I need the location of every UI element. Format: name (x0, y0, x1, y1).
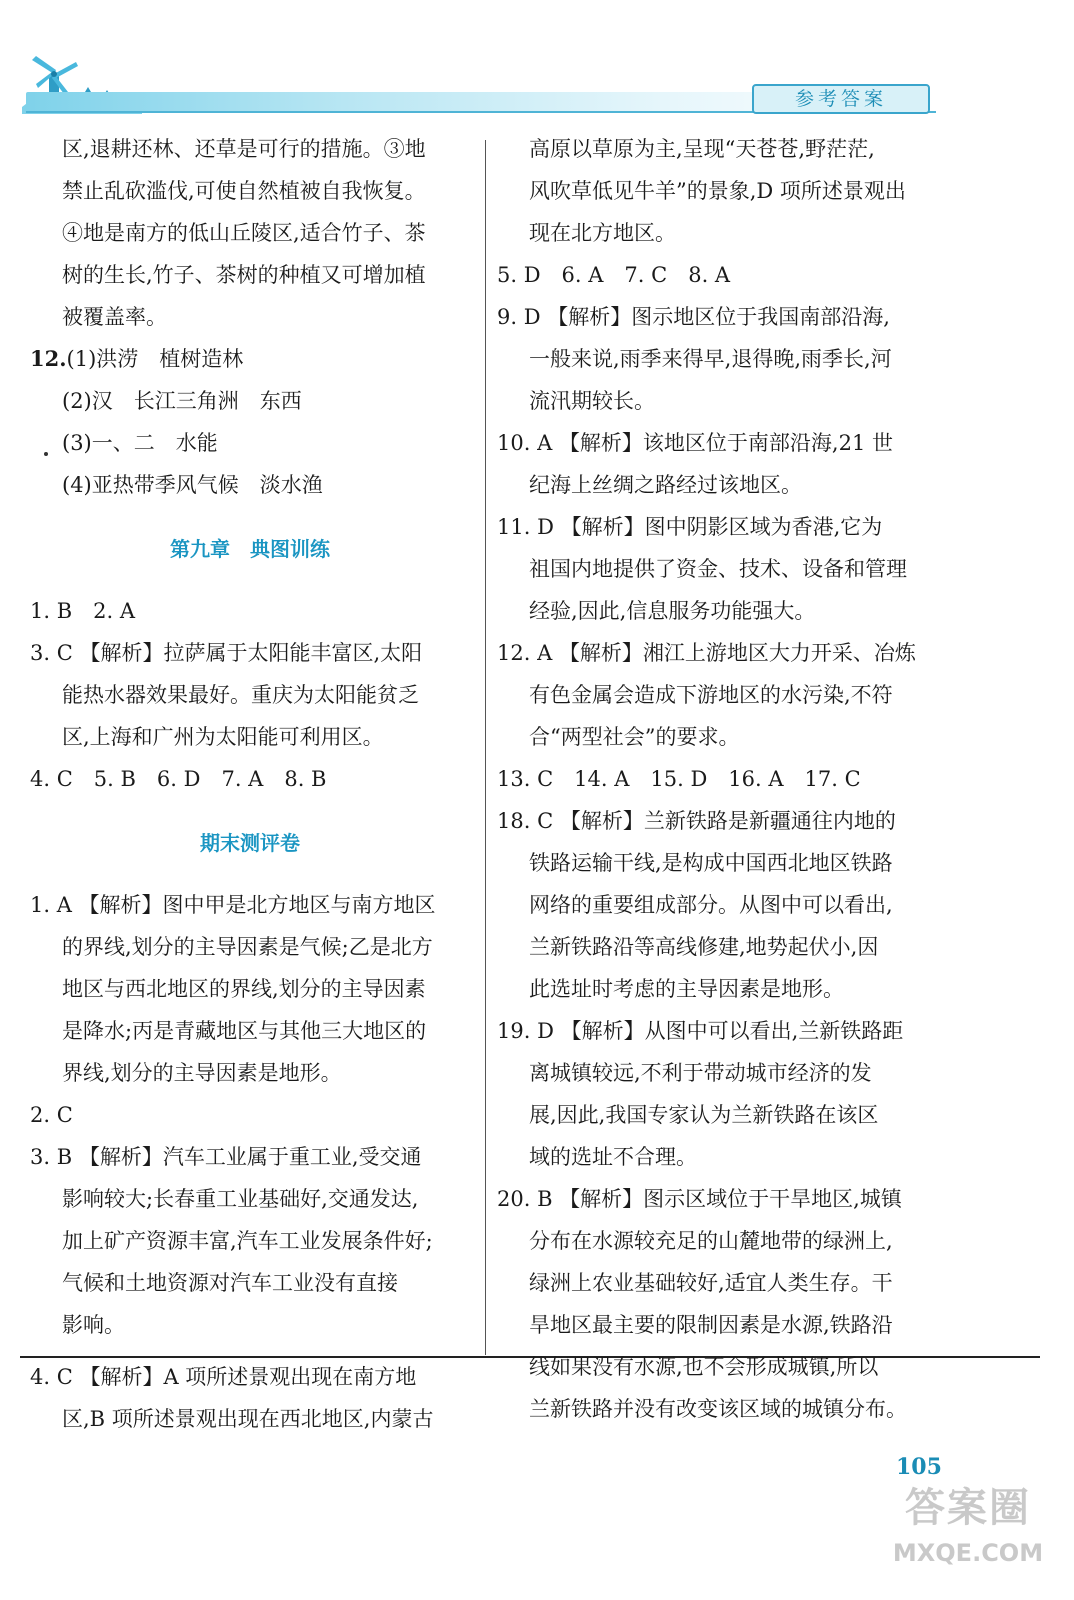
answer-line: 树的生长,竹子、茶树的种植又可增加植 (62, 263, 426, 287)
watermark-logo-text: 答案圈 (905, 1485, 1031, 1531)
answer-line: 3. C 【解析】拉萨属于太阳能丰富区,太阳 (30, 641, 423, 665)
answer-line: 兰新铁路并没有改变该区域的城镇分布。 (529, 1397, 907, 1421)
answer-line: 铁路运输干线,是构成中国西北地区铁路 (529, 851, 893, 875)
answer-line: 加上矿产资源丰富,汽车工业发展条件好; (62, 1229, 433, 1253)
page-header (0, 0, 1074, 125)
answer-line: 域的选址不合理。 (529, 1145, 697, 1169)
answer-line: 1. A 【解析】图中甲是北方地区与南方地区 (30, 893, 436, 917)
answer-line: 气候和土地资源对汽车工业没有直接 (62, 1271, 398, 1295)
answer-line: 4. C 5. B 6. D 7. A 8. B (30, 767, 327, 791)
answer-line: 12. A 【解析】湘江上游地区大力开采、冶炼 (497, 641, 916, 665)
answer-line: 11. D 【解析】图中阴影区域为香港,它为 (497, 515, 883, 539)
answer-line: 现在北方地区。 (529, 221, 676, 245)
answer-line: 是降水;丙是青藏地区与其他三大地区的 (62, 1019, 427, 1043)
section-heading: 期末测评卷 (200, 831, 300, 855)
answer-line: (3)一、二 水能 (62, 431, 218, 455)
answer-line: 兰新铁路沿等高线修建,地势起伏小,因 (529, 935, 879, 959)
section-tag: 参考答案 (752, 84, 930, 114)
watermark-url: MXQE.COM (892, 1539, 1044, 1567)
answer-line: 影响较大;长春重工业基础好,交通发达, (62, 1187, 419, 1211)
left-column-bottom (30, 1356, 470, 1440)
answer-line: 2. C (30, 1103, 73, 1127)
answer-line: (4)亚热带季风气候 淡水渔 (62, 473, 323, 497)
answer-line: 纪海上丝绸之路经过该地区。 (529, 473, 802, 497)
answer-line: 的界线,划分的主导因素是气候;乙是北方 (62, 935, 433, 959)
answer-line: 线如果没有水源,也不会形成城镇,所以 (529, 1355, 879, 1379)
section-heading: 第九章 典图训练 (170, 537, 330, 561)
answer-line: 高原以草原为主,呈现“天苍苍,野茫茫, (529, 137, 875, 161)
column-divider (485, 140, 486, 1355)
answer-line: (1)洪涝 植树造林 (66, 347, 244, 371)
answer-line: 旱地区最主要的限制因素是水源,铁路沿 (529, 1313, 893, 1337)
answer-line: 20. B 【解析】图示区域位于干旱地区,城镇 (497, 1187, 902, 1211)
answer-line: 1. B 2. A (30, 599, 136, 623)
answer-line: 影响。 (62, 1313, 125, 1337)
answer-line: 一般来说,雨季来得早,退得晚,雨季长,河 (529, 347, 892, 371)
answer-line: 风吹草低见牛羊”的景象,D 项所述景观出 (529, 179, 906, 203)
answer-line: 3. B 【解析】汽车工业属于重工业,受交通 (30, 1145, 422, 1169)
question-12-block (30, 338, 470, 506)
answer-line: 经验,因此,信息服务功能强大。 (529, 599, 816, 623)
answer-line: 9. D 【解析】图示地区位于我国南部沿海, (497, 305, 890, 329)
answer-line: 此选址时考虑的主导因素是地形。 (529, 977, 844, 1001)
left-column (30, 128, 470, 1346)
answer-line: 展,因此,我国专家认为兰新铁路在该区 (529, 1103, 879, 1127)
question-number: 12. (30, 346, 67, 371)
answer-line: 区,退耕还林、还草是可行的措施。③地 (62, 137, 426, 161)
answer-line: 界线,划分的主导因素是地形。 (62, 1061, 342, 1085)
answer-line: 19. D 【解析】从图中可以看出,兰新铁路距 (497, 1019, 904, 1043)
answer-line: 10. A 【解析】该地区位于南部沿海,21 世 (497, 431, 893, 455)
answer-line: 地区与西北地区的界线,划分的主导因素 (62, 977, 426, 1001)
answer-line: 绿洲上农业基础较好,适宜人类生存。干 (529, 1271, 893, 1295)
answer-line: 区,B 项所述景观出现在西北地区,内蒙古 (62, 1407, 434, 1431)
answer-line: 禁止乱砍滥伐,可使自然植被自我恢复。 (62, 179, 426, 203)
answer-line: 5. D 6. A 7. C 8. A (497, 263, 731, 287)
answer-line: 有色金属会造成下游地区的水污染,不符 (529, 683, 893, 707)
answer-line: 区,上海和广州为太阳能可利用区。 (62, 725, 384, 749)
answer-line: 祖国内地提供了资金、技术、设备和管理 (529, 557, 907, 581)
answer-line: 能热水器效果最好。重庆为太阳能贫乏 (62, 683, 419, 707)
answer-line: 18. C 【解析】兰新铁路是新疆通往内地的 (497, 809, 896, 833)
answer-line: 4. C 【解析】A 项所述景观出现在南方地 (30, 1365, 417, 1389)
right-column (497, 128, 949, 1430)
answer-line: 合“两型社会”的要求。 (529, 725, 740, 749)
answer-line: 分布在水源较充足的山麓地带的绿洲上, (529, 1229, 893, 1253)
answer-line: 流汛期较长。 (529, 389, 655, 413)
answer-line: ④地是南方的低山丘陵区,适合竹子、茶 (62, 221, 426, 245)
answer-line: 网络的重要组成部分。从图中可以看出, (529, 893, 893, 917)
answer-line: 13. C 14. A 15. D 16. A 17. C (497, 767, 861, 791)
page-number: 105 (896, 1454, 942, 1480)
answer-line: (2)汉 长江三角洲 东西 (62, 389, 302, 413)
answer-line: 离城镇较远,不利于带动城市经济的发 (529, 1061, 872, 1085)
watermark (888, 1478, 1048, 1588)
answer-line: 被覆盖率。 (62, 305, 167, 329)
